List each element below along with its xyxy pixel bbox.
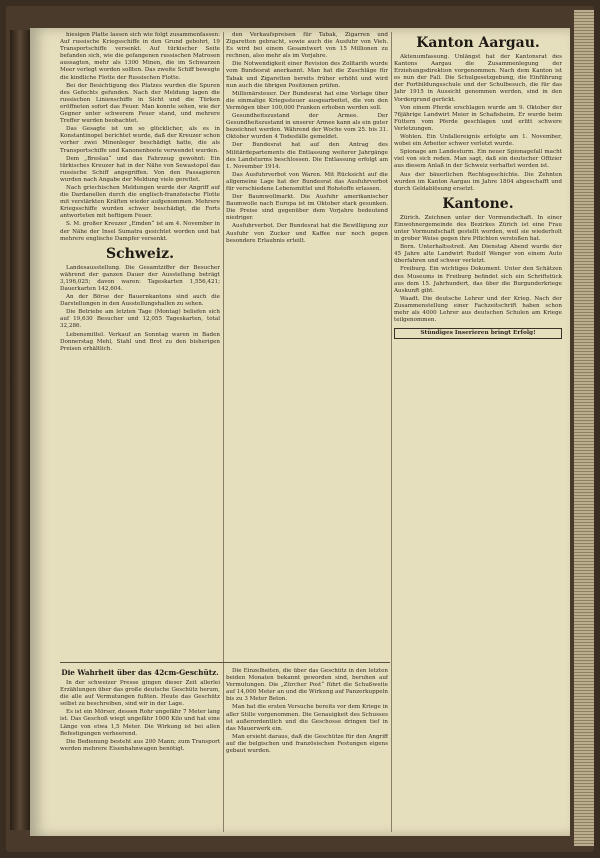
paragraph: hiesigen Platte lassen sich wie folgt zusammenfassen: Auf russische Kriegsschiffe in den Grund gebohrt, 19 Transportschiffe versenkt. Auf türkischer Seite befanden sich, wie die gefangenen russischen Matrosen aussagten, mehr als 1300 Minen, die im Schwarzen Meer verlegt worden sollten. Das zweite Schiff bewegte die kindliche Flotte der Russischen Flotte. — [60, 32, 220, 81]
section-heading-kantone: Kantone. — [442, 195, 514, 212]
paragraph: Zürich. Zeichnen unter der Vormundschaft. In einer Einwohnergemeinde des Bezirkes Zürich ist eine Frau unter Vormundschaft gestellt worden, weil sie wiederholt in grober Weise gegen ihre Pflichten verstoßen hat. — [394, 214, 562, 243]
column-2 — [226, 32, 388, 657]
paragraph: Aktenumfassung. Unlängst hat der Kantonsrat des Kantons Aargau die Zusammenlegung der Erziehungsdirektion vorgenommen. Nach dem Kanton ist es nun der Fall. Die Schulgesetzgebung, die Einführung der Fortbildungsschule und der Schulbesuch, die für das Jahr 1915 in Aussicht genommen werden, sind in den Vordergrund gerückt. — [394, 54, 562, 103]
paragraph: Der Baumwollmarkt. Die Ausfuhr amerikanischer Baumwolle nach Europa ist im Oktober stark gesunken. Die Preise sind gegenüber dem Vorjahre bedeutend niedriger. — [226, 194, 388, 222]
column-rule — [223, 32, 224, 832]
advertisement-notice: Stündiges Inserieren bringt Erfolg! — [394, 328, 562, 339]
paragraph: Die Notwendigkeit einer Revision des Zolltarifs wurde vom Bundesrat anerkannt. Man hat die Zuschläge für Tabak und Zigaretten bereits früher erhöht und wird nun auch die übrigen Positionen prüfen. — [226, 61, 388, 89]
paragraph: Die Bedienung besteht aus 200 Mann; zum Transport werden mehrere Eisenbahnwagen benötigt. — [60, 738, 220, 752]
paragraph: den Verkaufspreisen für Tabak, Zigarren und Zigaretten gebracht, sowie auch die Ausfuhr von Vieh. Es wird bei einem Gesamtwert von 15 Millionen zu rechnen, also mehr als im Vorjahre. — [226, 32, 388, 60]
paragraph: In der schweizer Presse gingen dieser Zeit allerlei Erzählungen über das große deutsche Geschütz herum, die alle auf Vermutungen fußten. Heute das Geschütz selbst zu beschreiben, sind wir in der Lage. — [60, 680, 220, 708]
newspaper-page — [30, 28, 570, 836]
paragraph: Gesundheitszustand der Armee. Der Gesundheitszustand in unserer Armee kann als ein guter bezeichnet werden. Während der Woche vom 25. bis 31. Oktober wurden 4 Todesfälle gemeldet. — [226, 113, 388, 141]
bottom-column-2 — [226, 668, 388, 830]
paragraph: Die Betriebe am letzten Tage (Montag) beliefen sich auf 19,630 Besucher und 12,055 Tageskarten, total 32,286. — [60, 309, 220, 330]
paragraph: Millionärsteuer. Der Bundesrat hat eine Vorlage über die einmalige Kriegssteuer ausgearbeitet, die von den Vermögen über 100,000 Franken erhoben werden soll. — [226, 90, 388, 111]
section-heading-kanton-aargau: Kanton Aargau. — [416, 35, 540, 51]
paragraph: Das Ausfuhrverbot von Waren. Mit Rücksicht auf die allgemeine Lage hat der Bundesrat das Ausfuhrverbot für verschiedene Lebensmittel und Rohstoffe erlassen. — [226, 171, 388, 192]
paragraph: Das Gesagte ist um so glücklicher, als es in Konstantinopel berichtet wurde, daß der Kreuzer schon vorher zwei Minenleger beschädigt hatte, die als Transportschiffe und Kanonenboote verwendet wurden. — [60, 126, 220, 154]
paragraph: Landesausstellung. Die Gesamtziffer der Besucher während der ganzen Dauer der Ausstellung beträgt 3,196,025; davon waren: Tageskarten 1,556,421; Dauerkarten 142,604. — [60, 264, 220, 292]
paragraph: Man hat die ersten Versuche bereits vor dem Kriege in aller Stille vorgenommen. Die Genauigkeit des Schusses ist außerordentlich und die Geschosse dringen tief in das Mauerwerk ein. — [226, 704, 388, 732]
paragraph: Von einem Pferde erschlagen wurde am 9. Oktober der 76jährige Landwirt Meier in Schafisheim. Er wurde beim Füttern vom Pferde geschlagen und erlitt schwere Verletzungen. — [394, 104, 562, 132]
paragraph: Aus der bäuerlichen Rechtsgeschichte. Die Zehnten wurden im Kanton Aargau im Jahre 1804 abgeschafft und durch Geldablösung ersetzt. — [394, 171, 562, 192]
paragraph: Freiburg. Ein wichtiges Dokument. Unter den Schätzen des Museums in Freiburg befindet sich ein Schriftstück aus dem 15. Jahrhundert, das über die Burgunderkriege Auskunft gibt. — [394, 266, 562, 294]
paragraph: An der Börse der Bauernkantons sind auch die Darstellungen in den Ausstellungshallen zu sehen. — [60, 294, 220, 308]
book-spine — [10, 30, 30, 830]
paragraph: Die Einzelheiten, die über das Geschütz in den letzten beiden Monaten bekannt geworden sind, beruhen auf Vermutungen. Die „Zürcher Post“ führt die Schußweite auf 14,000 Meter an und die Wirkung auf Panzerkuppeln bis zu 3 Meter Beton. — [226, 668, 388, 703]
section-heading-schweiz: Schweiz. — [106, 245, 174, 262]
column-1 — [60, 32, 220, 657]
bottom-column-1 — [60, 680, 220, 830]
paragraph: Nach griechischen Meldungen wurde der Angriff auf die Dardanellen durch die englisch-französische Flotte mit verstärkten Kräften wieder aufgenommen. Mehrere Kriegsschiffe wurden schwer beschädigt, die Forts antworteten mit heftigem Feuer. — [60, 184, 220, 220]
section-divider — [60, 662, 390, 663]
column-rule — [391, 32, 392, 832]
column-3 — [394, 32, 562, 832]
paragraph: S. M. großer Kreuzer „Emden“ ist am 4. November in der Nähe der Insel Sumatra gesichtet worden und hat mehrere englische Dampfer versenkt. — [60, 221, 220, 242]
paragraph: Lebensmittel. Verkauf an Sonntag waren in Baden Donnerstag Mehl, Stahl und Brot zu den bisherigen Preisen erhältlich. — [60, 331, 220, 352]
paragraph: Wohlen. Ein Unfallereignis erfolgte am 1. November, wobei ein Arbeiter schwer verletzt wurde. — [394, 134, 562, 148]
paragraph: Bei der Besichtigung des Platzes wurden die Spuren des Gefechts gefunden. Nach der Meldung lagen die russischen Linienschiffe in Sicht und die Türken eröffneten sofort das Feuer. Man konnte sehen, wie der Gegner unter schwerem Feuer stand, und mehrere Treffer wurden beobachtet. — [60, 82, 220, 125]
paragraph: Es ist ein Mörser, dessen Rohr ungefähr 7 Meter lang ist. Das Geschoß wiegt ungefähr 1000 Kilo und hat eine Länge von etwa 1,5 Meter. Die Wirkung ist bei allen Befestigungen verheerend. — [60, 709, 220, 737]
paragraph: Spionage am Landesturm. Ein neuer Spionagefall macht viel von sich reden. Man sagt, daß ein deutscher Offizier aus diesem Anlaß in der Schweiz verhaftet worden ist. — [394, 149, 562, 170]
paragraph: Der Bundesrat hat auf den Antrag des Militärdepartements die Entlassung weiterer Jahrgänge des Landsturms beschlossen. Die Entlassung erfolgt am 1. November 1914. — [226, 142, 388, 170]
page-edges — [574, 10, 594, 846]
paragraph: Ausfuhrverbot. Der Bundesrat hat die Bewilligung zur Ausfuhr von Zucker und Kaffee nur noch gegen besondere Erlaubnis erteilt. — [226, 223, 388, 244]
article-headline: Die Wahrheit über das 42cm-Geschütz. — [61, 668, 219, 677]
paragraph: Dem „Breslau“ und das Fahrzeug gewohnt: Ein türkisches Kreuzer hat in der Nähe von Sewastopol das russische Schiff angegriffen. Von den Passagieren wurden nach Angabe der Meldung viele gerettet. — [60, 155, 220, 183]
paragraph: Bern. Unterhaltsstreit. Am Dienstag Abend wurde der 45 Jahre alte Landwirt Rudolf Wenger von einem Auto überfahren und schwer verletzt. — [394, 244, 562, 265]
paragraph: Man ersieht daraus, daß die Geschütze für den Angriff auf die belgischen und französischen Festungen eigens gebaut wurden. — [226, 733, 388, 755]
paragraph: Waadt. Die deutsche Lehrer und der Krieg. Nach der Zusammenstellung einer Fachzeitschrift haben schon mehr als 4000 Lehrer aus deutschen Schulen am Kriege teilgenommen. — [394, 295, 562, 324]
